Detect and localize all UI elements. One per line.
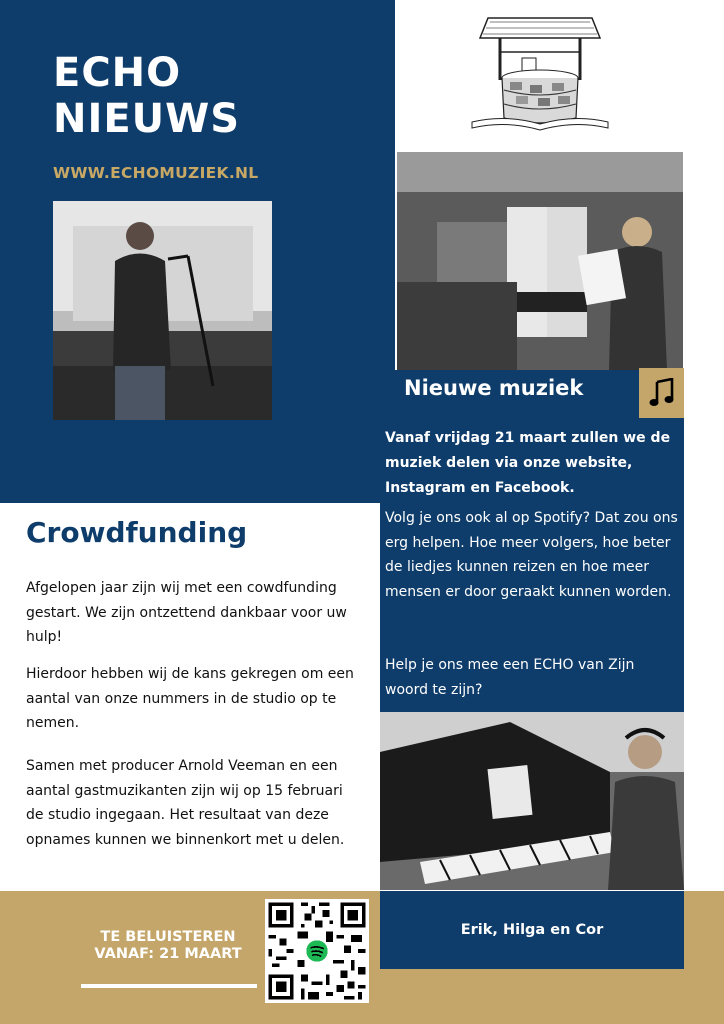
page-title (53, 50, 240, 142)
crowdfunding-heading: Crowdfunding (26, 516, 248, 549)
title-line-2: NIEUWS (53, 96, 241, 142)
crowdfunding-paragraph-1: Afgelopen jaar zijn wij met een cowdfunding gestart. We zijn ontzettend dankbaar voor uw hulp! (26, 580, 347, 645)
crowdfunding-paragraph-2: Hierdoor hebben wij de kans gekregen om een aantal van onze nummers in de studio op te nemen. (26, 666, 354, 731)
well-illustration (470, 10, 610, 132)
listen-line-1: TE BELUISTEREN (100, 929, 236, 945)
music-note-icon (639, 368, 684, 418)
title-line-1: ECHO (53, 50, 182, 96)
piano-photo (380, 712, 684, 890)
new-music-paragraph-3: Help je ons mee een ECHO van Zijn woord te zijn? (385, 657, 635, 698)
website-link[interactable]: WWW.ECHOMUZIEK.NL (53, 164, 259, 182)
listen-date-label (80, 929, 256, 963)
spotify-qr-code[interactable] (265, 899, 369, 1003)
new-music-paragraph-1: Vanaf vrijdag 21 maart zullen we de muziek delen via onze website, Instagram en Facebook. (385, 430, 671, 496)
listen-line-2: VANAF: 21 MAART (94, 946, 242, 962)
new-music-heading: Nieuwe muziek (404, 376, 584, 400)
studio-photo (397, 152, 683, 370)
listen-underline (81, 984, 257, 988)
crowdfunding-paragraph-3: Samen met producer Arnold Veeman en een aantal gastmuzikanten zijn wij op 15 februari de studio ingegaan. Het resultaat van deze opnames kunnen we binnenkort met u delen. (26, 758, 345, 848)
band-members: Erik, Hilga en Cor (460, 922, 604, 938)
singer-photo (53, 201, 272, 420)
new-music-paragraph-2: Volg je ons ook al op Spotify? Dat zou ons erg helpen. Hoe meer volgers, hoe beter de liedjes kunnen reizen en hoe meer mensen er door geraakt kunnen worden. (385, 510, 678, 600)
